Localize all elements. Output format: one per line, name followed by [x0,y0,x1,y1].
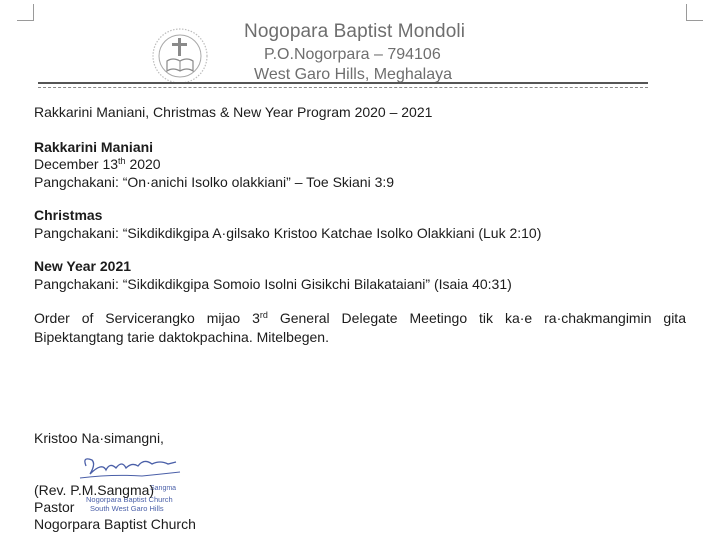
section-heading-christmas: Christmas [34,207,103,223]
section-heading-rakkarini: Rakkarini Maniani [34,139,154,155]
signer-title: Pastor [34,499,75,515]
signer-church: Nogorpara Baptist Church [34,516,196,532]
section-theme-rakkarini: Pangchakani: “On·anichi Isolko olakkiani” – Toe Skiani 3:9 [34,174,395,190]
notice-paragraph: Order of Servicerangko mijao 3rd General Delegate Meetingo tik ka·e ra·chakmangimin gita Bipektangtang tarie daktokpachina. Mitelbegen. [34,310,686,345]
letterhead-dashed-rule [38,87,648,88]
section-theme-christmas: Pangchakani: “Sikdikdikgipa A·gilsako Kristoo Katchae Isolko Olakkiani (Luk 2:10) [34,225,542,241]
region-address: West Garo Hills, Meghalaya [254,66,452,83]
church-name-heading: Nogopara Baptist Mondoli [244,21,466,42]
church-seal-logo [151,27,209,85]
po-address: P.O.Nogorpara – 794106 [264,46,441,63]
stamp-text-sangma: Sangma [150,485,177,492]
section-theme-new-year: Pangchakani: “Sikdikdikgipa Somoio Isolni Gisikchi Bilakataiani” (Isaia 40:31) [34,276,512,292]
letterhead-rule [38,82,648,84]
crop-mark-top-left [17,4,34,21]
section-date: December 13th 2020 [34,156,161,172]
signer-name: (Rev. P.M.Sangma) [34,482,155,498]
section-heading-new-year: New Year 2021 [34,258,132,274]
stamp-text-region: South West Garo Hills [90,504,164,513]
crop-mark-top-right [686,4,703,21]
stamp-text-church: Nogorpara Baptist Church [86,495,173,504]
closing-salutation: Kristoo Na·simangni, [34,430,164,446]
subject-line: Rakkarini Maniani, Christmas & New Year Program 2020 – 2021 [34,104,433,120]
